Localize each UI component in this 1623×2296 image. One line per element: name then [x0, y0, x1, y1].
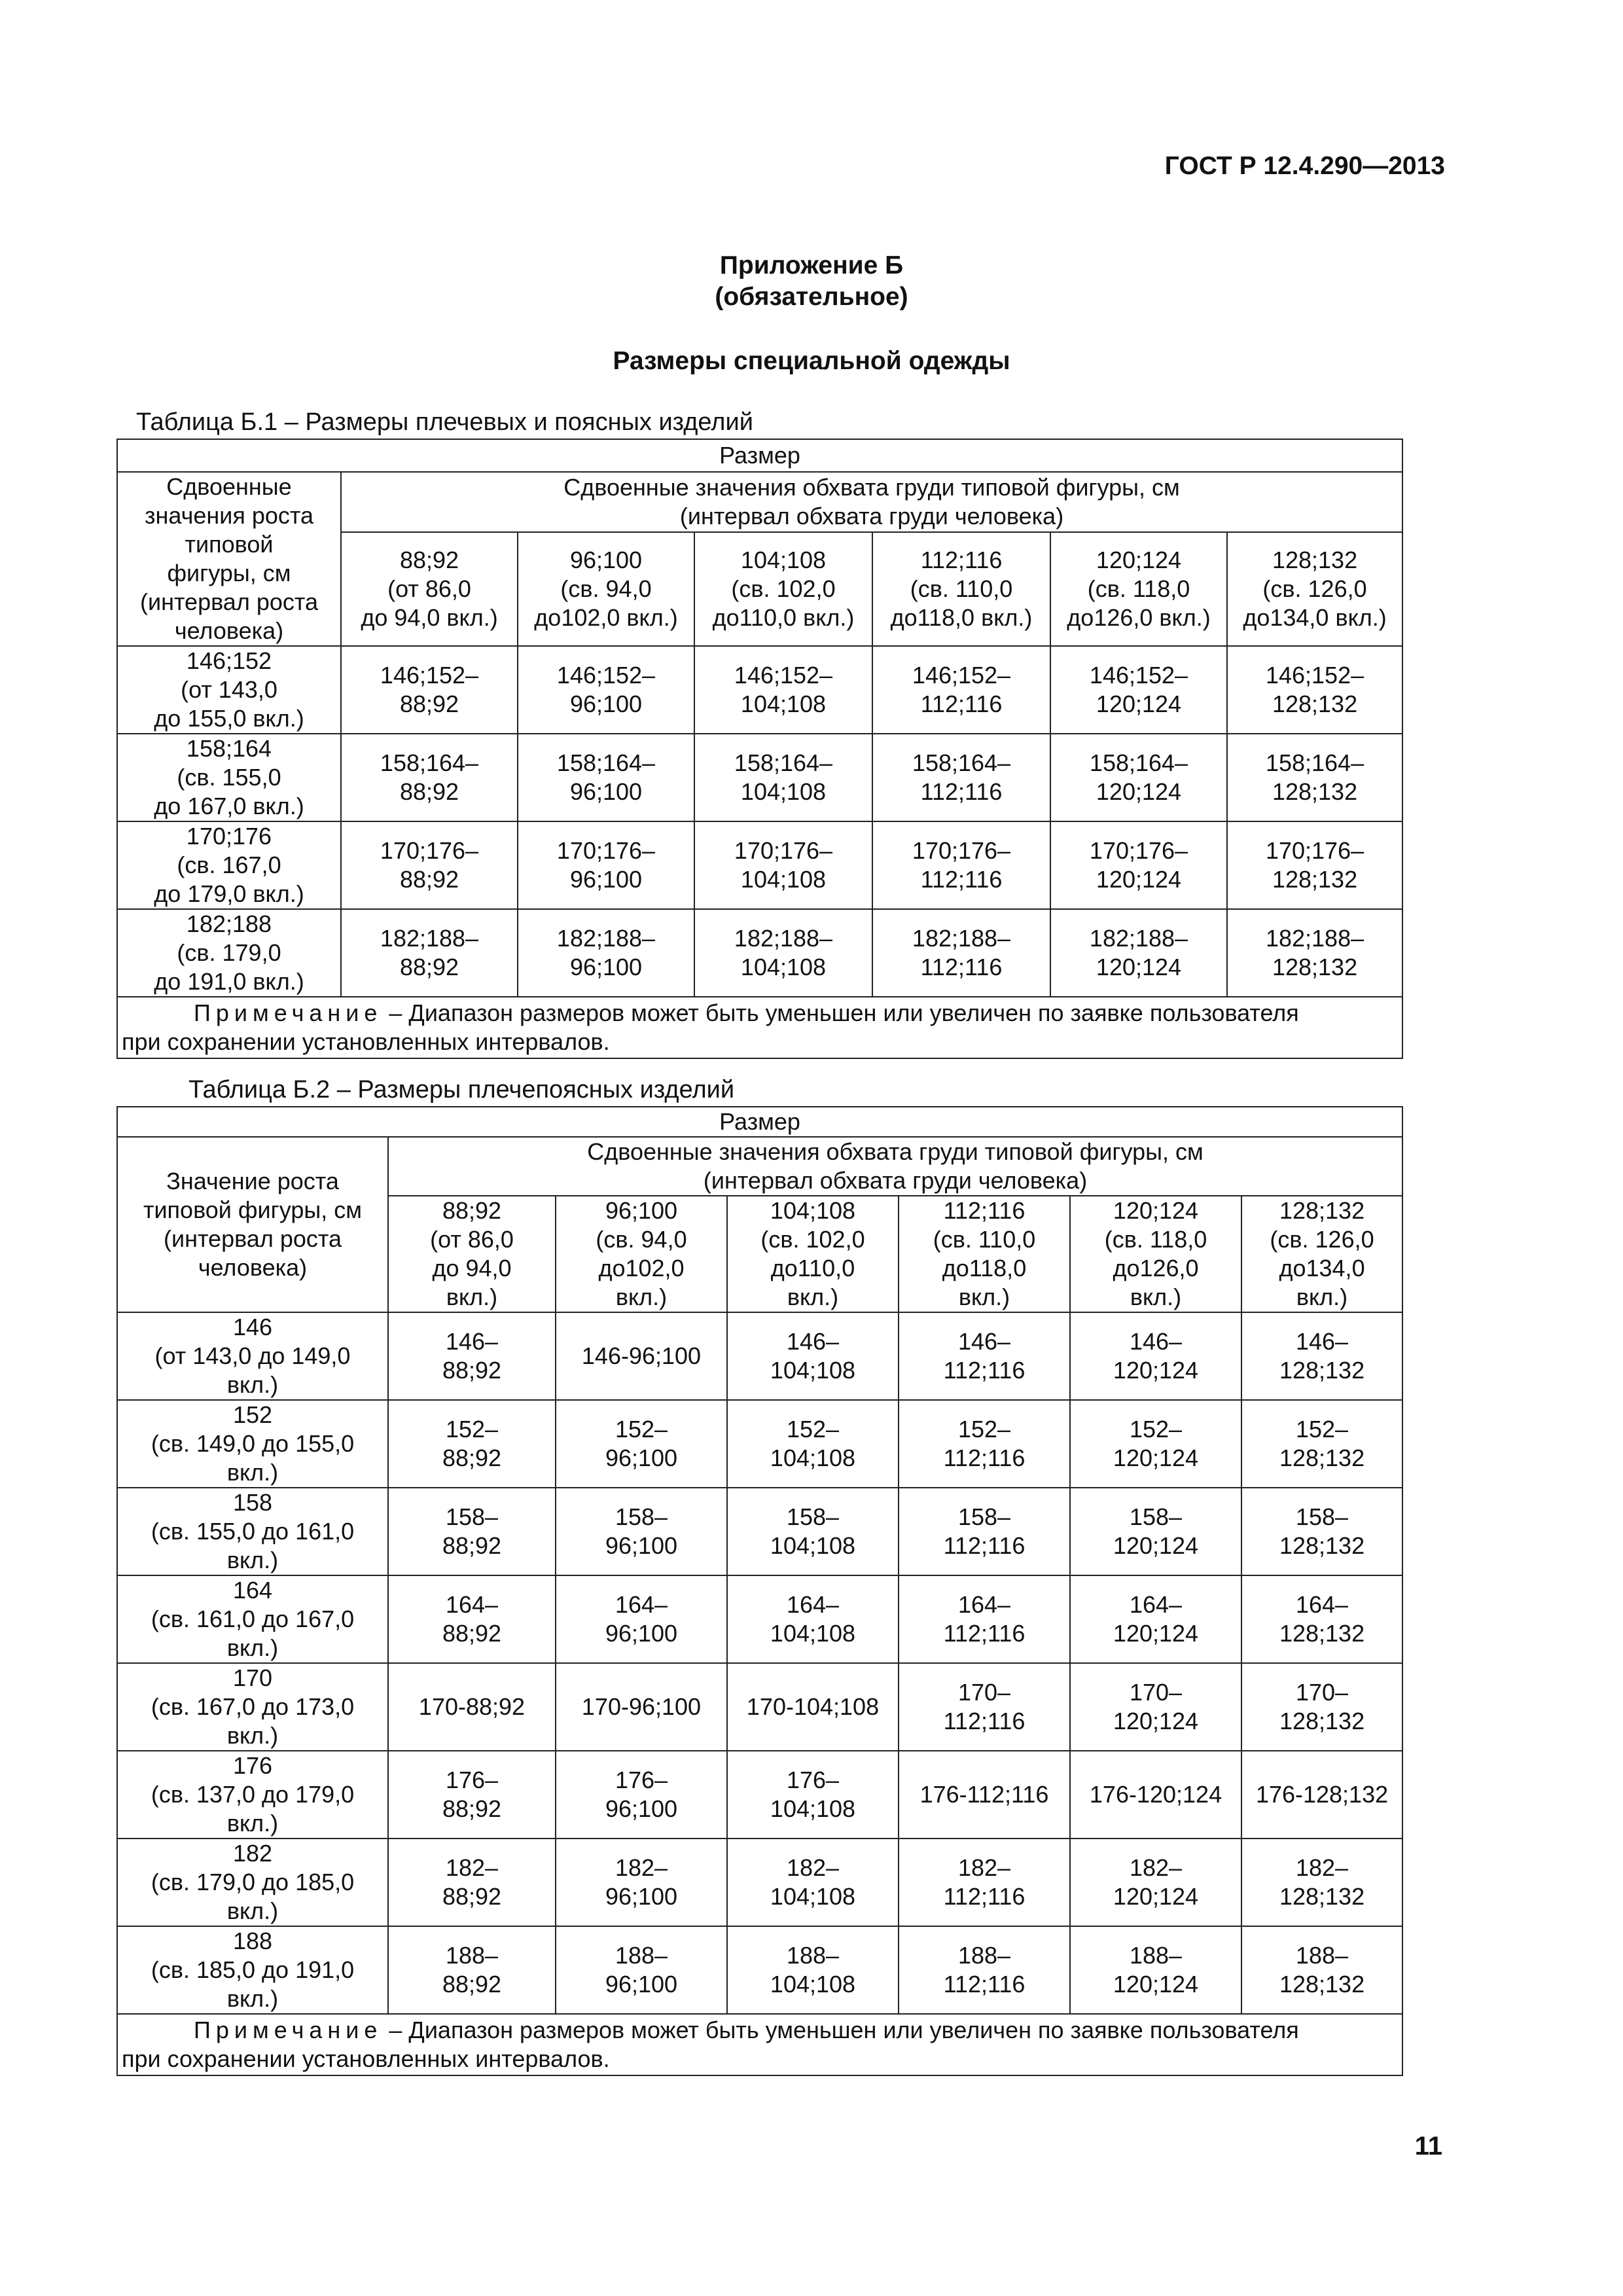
table-cell: 158;164– 88;92: [341, 734, 518, 821]
table-cell: 146;152– 112;116: [872, 646, 1050, 734]
table-cell: 170;176– 88;92: [341, 821, 518, 909]
table-cell: 188– 104;108: [727, 1926, 899, 2014]
table1-col-header: 128;132 (св. 126,0 до134,0 вкл.): [1227, 532, 1402, 646]
table-cell: 176-112;116: [899, 1751, 1070, 1839]
table-cell: 176-120;124: [1070, 1751, 1241, 1839]
table-cell: 152– 120;124: [1070, 1400, 1241, 1488]
table2-row-header: Значение роста типовой фигуры, см (интервал роста человека): [117, 1137, 388, 1312]
table-cell: 146– 120;124: [1070, 1312, 1241, 1400]
table-row: [117, 1663, 1402, 1751]
table-cell: 158– 104;108: [727, 1488, 899, 1575]
table1-row-header: Сдвоенные значения роста типовой фигуры, см (интервал роста человека): [117, 472, 341, 646]
table-cell: 152– 112;116: [899, 1400, 1070, 1488]
table-cell: 188– 120;124: [1070, 1926, 1241, 2014]
note-label: Примечание: [194, 2017, 383, 2043]
table2-col-header: 104;108 (св. 102,0 до110,0 вкл.): [727, 1196, 899, 1312]
table-cell: 158– 88;92: [388, 1488, 556, 1575]
row-label: 152 (св. 149,0 до 155,0 вкл.): [117, 1400, 388, 1488]
table-cell: 170;176– 128;132: [1227, 821, 1402, 909]
table-cell: 146;152– 96;100: [518, 646, 694, 734]
table2-col-header: 112;116 (св. 110,0 до118,0 вкл.): [899, 1196, 1070, 1312]
table-cell: 188– 88;92: [388, 1926, 556, 2014]
table-cell: 170-96;100: [556, 1663, 727, 1751]
table-cell: 146;152– 104;108: [694, 646, 872, 734]
table-cell: 170;176– 112;116: [872, 821, 1050, 909]
table-cell: 182– 120;124: [1070, 1839, 1241, 1926]
table-cell: 164– 120;124: [1070, 1575, 1241, 1663]
table-cell: 182;188– 112;116: [872, 909, 1050, 997]
table-row: [117, 1575, 1402, 1663]
table1-col-header: 112;116 (св. 110,0 до118,0 вкл.): [872, 532, 1050, 646]
row-label: 158 (св. 155,0 до 161,0 вкл.): [117, 1488, 388, 1575]
table-cell: 188– 96;100: [556, 1926, 727, 2014]
table-cell: 170-104;108: [727, 1663, 899, 1751]
table-cell: 146– 112;116: [899, 1312, 1070, 1400]
table-cell: 152– 128;132: [1241, 1400, 1402, 1488]
table-cell: 152– 88;92: [388, 1400, 556, 1488]
table-cell: 152– 104;108: [727, 1400, 899, 1488]
table1-caption: Таблица Б.1 – Размеры плечевых и поясных изделий: [136, 408, 753, 436]
table-row: [117, 821, 1402, 909]
table-cell: 170-88;92: [388, 1663, 556, 1751]
table2: [116, 1106, 1403, 2076]
table-cell: 188– 112;116: [899, 1926, 1070, 2014]
table-cell: 164– 88;92: [388, 1575, 556, 1663]
table-cell: 188– 128;132: [1241, 1926, 1402, 2014]
table1-group-header: Сдвоенные значения обхвата груди типовой фигуры, см (интервал обхвата груди человека): [341, 472, 1402, 532]
annex-subtitle: (обязательное): [715, 283, 908, 311]
table-cell: 182– 112;116: [899, 1839, 1070, 1926]
table-cell: 170– 120;124: [1070, 1663, 1241, 1751]
table-cell: 164– 96;100: [556, 1575, 727, 1663]
table-cell: 158– 112;116: [899, 1488, 1070, 1575]
note-text: – Диапазон размеров может быть уменьшен или увеличен по заявке пользователя при сохранении установленных интервалов.: [122, 2017, 1299, 2072]
table2-col-header: 96;100 (св. 94,0 до102,0 вкл.): [556, 1196, 727, 1312]
table-cell: 164– 112;116: [899, 1575, 1070, 1663]
table-cell: 182;188– 128;132: [1227, 909, 1402, 997]
table1-col-header: 96;100 (св. 94,0 до102,0 вкл.): [518, 532, 694, 646]
row-label: 170;176 (св. 167,0 до 179,0 вкл.): [117, 821, 341, 909]
row-label: 146;152 (от 143,0 до 155,0 вкл.): [117, 646, 341, 734]
note-label: Примечание: [194, 999, 383, 1026]
table-row: [117, 1839, 1402, 1926]
row-label: 164 (св. 161,0 до 167,0 вкл.): [117, 1575, 388, 1663]
table-row: [117, 909, 1402, 997]
table-cell: 164– 104;108: [727, 1575, 899, 1663]
table-row: [117, 1751, 1402, 1839]
table-cell: 158;164– 120;124: [1050, 734, 1227, 821]
table-cell: 182;188– 120;124: [1050, 909, 1227, 997]
table-cell: 158– 120;124: [1070, 1488, 1241, 1575]
table1-top-header: Размер: [117, 439, 1402, 472]
table-cell: 182– 96;100: [556, 1839, 727, 1926]
table-cell: 164– 128;132: [1241, 1575, 1402, 1663]
row-label: 182 (св. 179,0 до 185,0 вкл.): [117, 1839, 388, 1926]
row-label: 170 (св. 167,0 до 173,0 вкл.): [117, 1663, 388, 1751]
standard-header: ГОСТ Р 12.4.290—2013: [1164, 152, 1445, 180]
table-cell: 158– 96;100: [556, 1488, 727, 1575]
page-number: 11: [1414, 2132, 1442, 2161]
table1-col-header: 88;92 (от 86,0 до 94,0 вкл.): [341, 532, 518, 646]
table-cell: 176-128;132: [1241, 1751, 1402, 1839]
table-row: [117, 1926, 1402, 2014]
table-cell: 158;164– 96;100: [518, 734, 694, 821]
table-cell: 146-96;100: [556, 1312, 727, 1400]
table-row: [117, 646, 1402, 734]
table2-group-header: Сдвоенные значения обхвата груди типовой фигуры, см (интервал обхвата груди человека): [388, 1137, 1402, 1196]
table-row: [117, 734, 1402, 821]
table-cell: 176– 88;92: [388, 1751, 556, 1839]
table-cell: 176– 96;100: [556, 1751, 727, 1839]
table-cell: 146;152– 128;132: [1227, 646, 1402, 734]
table-row: [117, 1488, 1402, 1575]
table-cell: 146– 104;108: [727, 1312, 899, 1400]
note-indent: [122, 999, 194, 1026]
table-cell: 158;164– 104;108: [694, 734, 872, 821]
table-note: [117, 2014, 1402, 2075]
table-cell: 170;176– 120;124: [1050, 821, 1227, 909]
row-label: 176 (св. 137,0 до 179,0 вкл.): [117, 1751, 388, 1839]
table-cell: 176– 104;108: [727, 1751, 899, 1839]
table1-col-header: 104;108 (св. 102,0 до110,0 вкл.): [694, 532, 872, 646]
table-cell: 146;152– 120;124: [1050, 646, 1227, 734]
table-cell: 182;188– 104;108: [694, 909, 872, 997]
table-cell: 158;164– 112;116: [872, 734, 1050, 821]
table-cell: 158– 128;132: [1241, 1488, 1402, 1575]
table-note: [117, 997, 1402, 1058]
row-label: 158;164 (св. 155,0 до 167,0 вкл.): [117, 734, 341, 821]
table2-col-header: 88;92 (от 86,0 до 94,0 вкл.): [388, 1196, 556, 1312]
table-cell: 146– 88;92: [388, 1312, 556, 1400]
row-label: 146 (от 143,0 до 149,0 вкл.): [117, 1312, 388, 1400]
table-cell: 146– 128;132: [1241, 1312, 1402, 1400]
row-label: 182;188 (св. 179,0 до 191,0 вкл.): [117, 909, 341, 997]
table1-col-header: 120;124 (св. 118,0 до126,0 вкл.): [1050, 532, 1227, 646]
table-row: [117, 1400, 1402, 1488]
table2-col-header: 128;132 (св. 126,0 до134,0 вкл.): [1241, 1196, 1402, 1312]
table-cell: 182– 128;132: [1241, 1839, 1402, 1926]
table-cell: 170;176– 96;100: [518, 821, 694, 909]
table-cell: 170– 128;132: [1241, 1663, 1402, 1751]
table-cell: 182;188– 96;100: [518, 909, 694, 997]
table2-top-header: Размер: [117, 1107, 1402, 1137]
table-cell: 182– 104;108: [727, 1839, 899, 1926]
table-cell: 170– 112;116: [899, 1663, 1070, 1751]
table-row: [117, 1312, 1402, 1400]
table-cell: 146;152– 88;92: [341, 646, 518, 734]
table-cell: 170;176– 104;108: [694, 821, 872, 909]
table-cell: 182;188– 88;92: [341, 909, 518, 997]
note-indent: [122, 2017, 194, 2043]
table1: [116, 439, 1403, 1059]
annex-heading: Размеры специальной одежды: [613, 347, 1010, 375]
table-cell: 182– 88;92: [388, 1839, 556, 1926]
note-text: – Диапазон размеров может быть уменьшен или увеличен по заявке пользователя при сохранении установленных интервалов.: [122, 999, 1299, 1055]
table2-caption: Таблица Б.2 – Размеры плечепоясных изделий: [188, 1076, 735, 1103]
row-label: 188 (св. 185,0 до 191,0 вкл.): [117, 1926, 388, 2014]
annex-title: Приложение Б: [719, 251, 904, 279]
table2-col-header: 120;124 (св. 118,0 до126,0 вкл.): [1070, 1196, 1241, 1312]
table-cell: 152– 96;100: [556, 1400, 727, 1488]
table-cell: 158;164– 128;132: [1227, 734, 1402, 821]
